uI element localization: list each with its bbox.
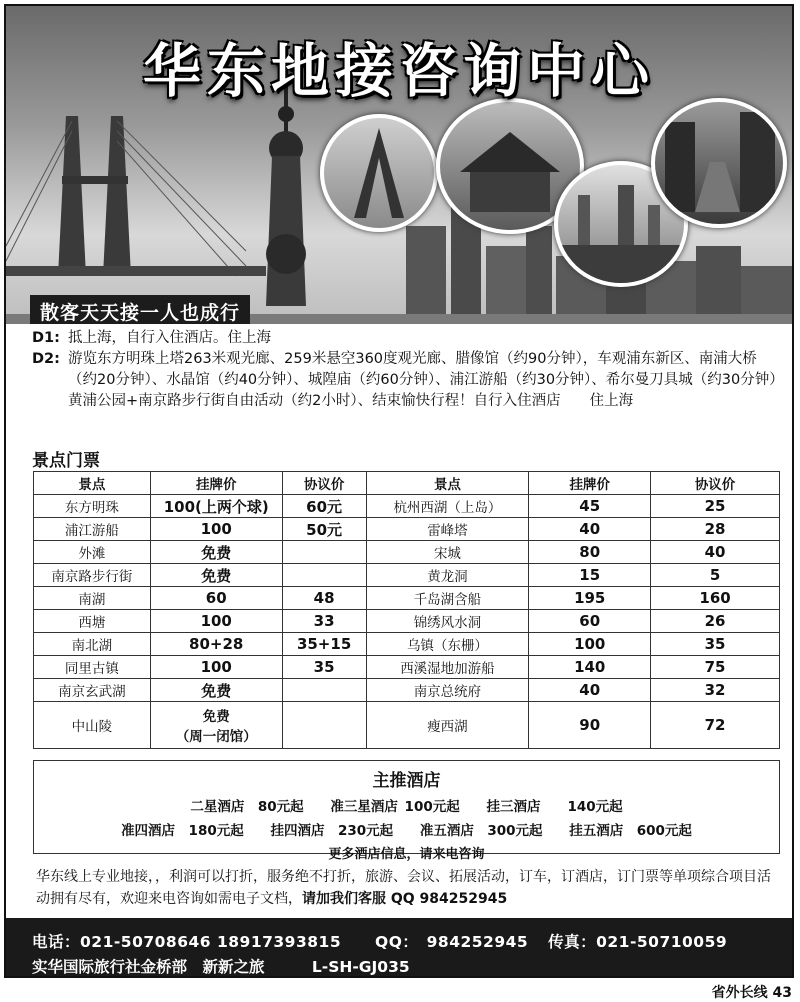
ticket-rows <box>34 495 780 702</box>
list-price: 195 <box>529 587 651 610</box>
table-row <box>34 656 780 679</box>
hotel-row-2 <box>34 819 779 839</box>
agreed-price: 33 <box>282 610 366 633</box>
list-price: 免费 <box>150 564 282 587</box>
col-header-agreed-price: 协议价 <box>282 472 366 495</box>
agreed-price: 35+15 <box>282 633 366 656</box>
list-price: 45 <box>529 495 651 518</box>
service-description <box>36 866 781 910</box>
attraction-name: 乌镇（东栅） <box>366 633 529 656</box>
photo-monument <box>320 114 438 232</box>
attraction-name: 雷峰塔 <box>366 518 529 541</box>
phone-numbers: 电话：021-50708646 18917393815 <box>32 933 342 951</box>
itinerary <box>32 328 780 412</box>
table-row <box>34 633 780 656</box>
license-code: L-SH-GJ035 <box>311 958 410 976</box>
agreed-price: 28 <box>651 518 780 541</box>
hotel-item: 准三星酒店 100元起 <box>330 799 460 815</box>
list-price-note: （周一闭馆） <box>175 729 257 745</box>
list-price: 40 <box>529 518 651 541</box>
list-price: 100 <box>150 656 282 679</box>
attraction-name: 外滩 <box>34 541 151 564</box>
agreed-price <box>282 564 366 587</box>
table-header-row <box>34 472 780 495</box>
attraction-name: 南湖 <box>34 587 151 610</box>
agreed-price: 5 <box>651 564 780 587</box>
attraction-name: 千岛湖含船 <box>366 587 529 610</box>
contact-line <box>32 930 727 952</box>
hotel-row-1 <box>34 795 779 815</box>
table-row <box>34 541 780 564</box>
hotel-item: 准五酒店 300元起 <box>419 823 543 839</box>
list-price: 免费 <box>150 541 282 564</box>
table-row <box>34 587 780 610</box>
table-row <box>34 564 780 587</box>
attraction-name: 锦绣风水洞 <box>366 610 529 633</box>
table-row <box>34 679 780 702</box>
list-price: 100(上两个球) <box>150 495 282 518</box>
slogan-label: 散客天天接一人也成行 <box>30 295 250 324</box>
list-price: 60 <box>150 587 282 610</box>
hotel-item: 挂五酒店 600元起 <box>569 823 692 839</box>
list-price: 60 <box>529 610 651 633</box>
agreed-price: 40 <box>651 541 780 564</box>
agreed-price: 35 <box>651 633 780 656</box>
list-price: 40 <box>529 679 651 702</box>
hotels-more-info: 更多酒店信息，请来电咨询 <box>328 847 485 862</box>
agreed-price: 32 <box>651 679 780 702</box>
attraction-name: 东方明珠 <box>34 495 151 518</box>
attraction-name: 黄龙洞 <box>366 564 529 587</box>
list-price: 100 <box>150 610 282 633</box>
agreed-price: 60元 <box>282 495 366 518</box>
hotel-recommendations <box>33 760 780 862</box>
list-price: 140 <box>529 656 651 679</box>
attraction-name: 宋城 <box>366 541 529 564</box>
contact-bar <box>6 918 792 976</box>
attraction-name: 中山陵 <box>34 702 151 749</box>
hotel-item: 准四酒店 180元起 <box>121 823 244 839</box>
day-description: 抵上海，自行入住酒店。住上海 <box>68 330 271 346</box>
hotel-item: 二星酒店 80元起 <box>190 799 304 815</box>
ad-frame <box>4 4 794 978</box>
qq-number: QQ： 984252945 <box>375 933 529 951</box>
banner <box>6 6 792 324</box>
page-title: 华东地接咨询中心 <box>142 37 655 105</box>
hotel-item: 挂三酒店 140元起 <box>486 799 623 815</box>
attraction-name: 南京玄武湖 <box>34 679 151 702</box>
list-price: 100 <box>529 633 651 656</box>
col-header-attraction: 景点 <box>366 472 529 495</box>
service-text: 华东线上专业地接，，利润可以打折，服务绝不打折，旅游、会议、拓展活动，订车，订酒店，订门票等单项综合项目活动拥有尽有，欢迎来电咨询如需电子文档， <box>36 869 771 907</box>
agreed-price: 25 <box>651 495 780 518</box>
photo-street-night <box>651 98 787 228</box>
attraction-name: 同里古镇 <box>34 656 151 679</box>
attraction-name: 南京总统府 <box>366 679 529 702</box>
agreed-price: 160 <box>651 587 780 610</box>
agreed-price <box>282 702 366 749</box>
agreed-price: 50元 <box>282 518 366 541</box>
attraction-name: 浦江游船 <box>34 518 151 541</box>
agreed-price: 26 <box>651 610 780 633</box>
table-row <box>34 518 780 541</box>
page-footer: 省外长线 43 <box>711 985 792 1001</box>
table-row <box>34 702 780 749</box>
col-header-attraction: 景点 <box>34 472 151 495</box>
fax-number: 传真：021-50710059 <box>548 933 728 951</box>
col-header-list-price: 挂牌价 <box>529 472 651 495</box>
agreed-price: 48 <box>282 587 366 610</box>
agency-line <box>32 955 410 977</box>
attraction-name: 南北湖 <box>34 633 151 656</box>
tickets-section-title: 景点门票 <box>32 451 100 471</box>
col-header-list-price: 挂牌价 <box>150 472 282 495</box>
table-row <box>34 610 780 633</box>
table-row <box>34 495 780 518</box>
list-price-line: 免费 <box>202 709 230 725</box>
agreed-price: 75 <box>651 656 780 679</box>
attraction-name: 南京路步行街 <box>34 564 151 587</box>
ticket-price-table <box>33 471 780 749</box>
agreed-price <box>282 541 366 564</box>
agreed-price <box>282 679 366 702</box>
list-price <box>150 702 282 749</box>
list-price: 100 <box>150 518 282 541</box>
agency-name: 实华国际旅行社金桥部 新新之旅 <box>32 958 265 976</box>
day-label: D1: <box>32 330 60 346</box>
list-price: 15 <box>529 564 651 587</box>
list-price: 80 <box>529 541 651 564</box>
hotels-title: 主推酒店 <box>372 771 441 791</box>
attraction-name: 西塘 <box>34 610 151 633</box>
hotel-item: 挂四酒店 230元起 <box>270 823 394 839</box>
day-label: D2: <box>32 351 60 367</box>
qq-contact-note: 请加我们客服 QQ 984252945 <box>302 891 508 907</box>
col-header-agreed-price: 协议价 <box>651 472 780 495</box>
itinerary-day-2 <box>32 349 780 412</box>
list-price: 免费 <box>150 679 282 702</box>
attraction-name: 西溪湿地加游船 <box>366 656 529 679</box>
agreed-price: 35 <box>282 656 366 679</box>
agreed-price: 72 <box>651 702 780 749</box>
attraction-name: 瘦西湖 <box>366 702 529 749</box>
day-description: 游览东方明珠上塔263米观光廊、259米悬空360度观光廊、腊像馆（约90分钟），车观浦东新区、南浦大桥（约20分钟）、水晶馆（约40分钟）、城隍庙（约60分钟）、浦江游船（约30分钟）、希尔曼刀具城（约30分钟）黄浦公园+南京路步行街自由活动（约2小时）、结束愉快行程！自行入住酒店 住上海 <box>68 351 777 409</box>
attraction-name: 杭州西湖（上岛） <box>366 495 529 518</box>
itinerary-day-1 <box>32 328 780 349</box>
list-price: 90 <box>529 702 651 749</box>
list-price: 80+28 <box>150 633 282 656</box>
